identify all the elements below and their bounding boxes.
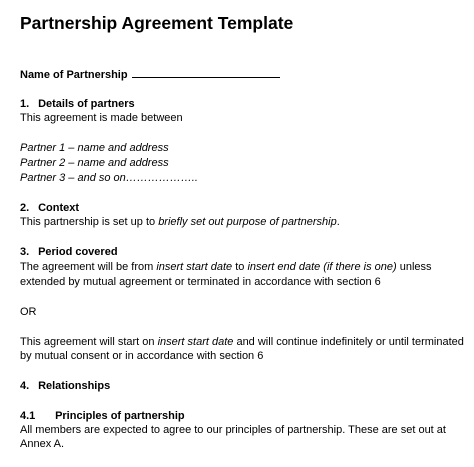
section-4-1-number: 4.1 bbox=[20, 410, 36, 422]
section-3-p1-start-date: insert start date bbox=[156, 261, 233, 273]
partner-3-line: Partner 3 – and so on……………….. bbox=[20, 172, 198, 184]
section-4-heading-row bbox=[20, 379, 110, 393]
section-1-heading: Details of partners bbox=[38, 98, 135, 110]
document-title: Partnership Agreement Template bbox=[20, 13, 294, 33]
section-2-text-italic: briefly set out purpose of partnership bbox=[158, 216, 337, 228]
section-2-text bbox=[20, 215, 340, 229]
section-4-heading: Relationships bbox=[38, 380, 111, 392]
section-4-number: 4. bbox=[20, 380, 30, 392]
section-3-paragraph-1-line-2: extended by mutual agreement or terminated in accordance with section 6 bbox=[20, 276, 381, 288]
name-of-partnership-row bbox=[20, 67, 280, 82]
section-2-text-prefix: This partnership is set up to bbox=[20, 216, 159, 228]
section-4-1-heading-row bbox=[20, 409, 185, 423]
name-of-partnership-label: Name of Partnership bbox=[20, 69, 128, 81]
section-3-p1-text-a: The agreement will be from bbox=[20, 261, 157, 273]
section-1-heading-row bbox=[20, 97, 135, 111]
section-3-paragraph-2-line-1 bbox=[20, 335, 464, 349]
section-1-intro: This agreement is made between bbox=[20, 112, 183, 124]
partner-2-line: Partner 2 – name and address bbox=[20, 157, 169, 169]
section-3-paragraph-1-line-1 bbox=[20, 260, 432, 274]
section-3-or: OR bbox=[20, 306, 37, 318]
section-4-1-heading: Principles of partnership bbox=[55, 410, 185, 422]
section-3-p2-text-c: and will continue indefinitely or until terminated bbox=[233, 336, 464, 348]
section-3-heading: Period covered bbox=[38, 246, 118, 258]
section-2-number: 2. bbox=[20, 202, 30, 214]
section-3-p2-start-date: insert start date bbox=[157, 336, 234, 348]
section-2-heading-row bbox=[20, 201, 79, 215]
section-3-p1-text-c: to bbox=[232, 261, 248, 273]
section-3-paragraph-2-line-2: by mutual consent or in accordance with section 6 bbox=[20, 350, 264, 362]
section-3-number: 3. bbox=[20, 246, 30, 258]
section-3-p1-end-date: insert end date (if there is one) bbox=[247, 261, 397, 273]
partner-1-line: Partner 1 – name and address bbox=[20, 142, 169, 154]
section-3-heading-row bbox=[20, 245, 118, 259]
section-3-p1-text-e: unless bbox=[396, 261, 432, 273]
section-1-number: 1. bbox=[20, 98, 30, 110]
section-2-heading: Context bbox=[38, 202, 80, 214]
section-2-text-suffix: . bbox=[336, 216, 340, 228]
section-4-1-line-2: Annex A. bbox=[20, 438, 65, 450]
name-of-partnership-blank bbox=[132, 67, 280, 78]
section-3-p2-text-a: This agreement will start on bbox=[20, 336, 158, 348]
section-4-1-line-1: All members are expected to agree to our principles of partnership. These are set out at bbox=[20, 424, 446, 436]
